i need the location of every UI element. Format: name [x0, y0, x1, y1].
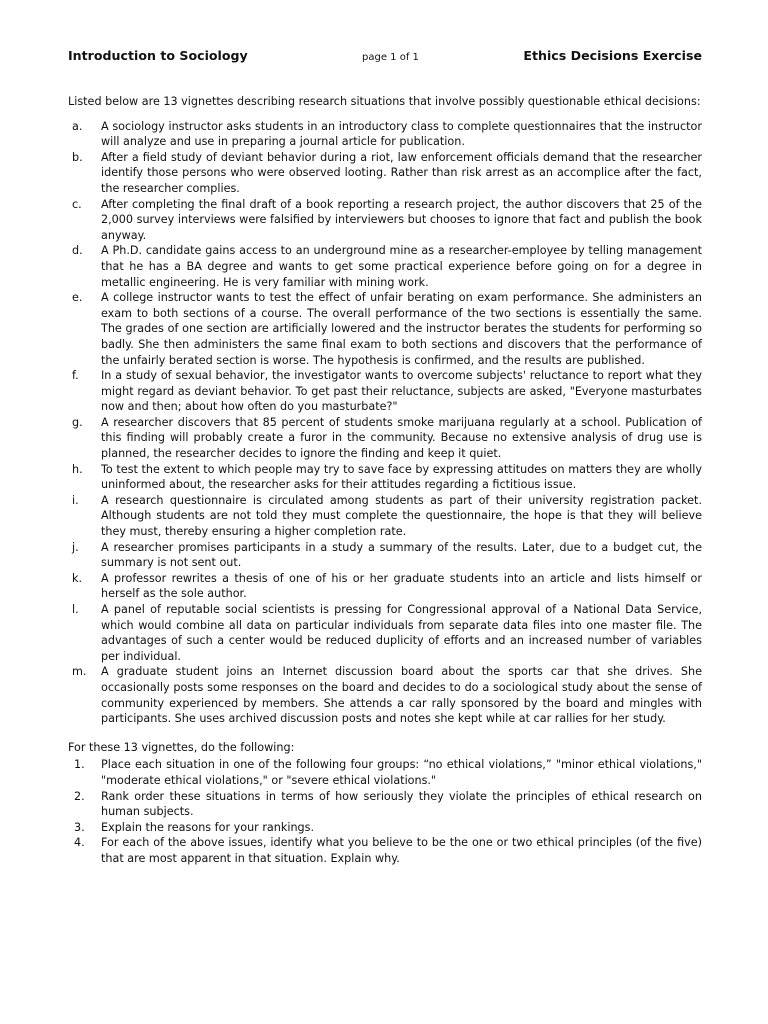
task-marker: 3.: [74, 820, 85, 834]
item-marker: j.: [72, 540, 79, 554]
vignette-item: [68, 462, 702, 493]
item-text: After completing the final draft of a book reporting a research project, the author discovers that 25 of the 2,000 survey interviews were falsified by interviewers but chooses to ignore that fact and publish the book anyway.: [101, 197, 702, 242]
task-item: [68, 789, 702, 820]
item-marker: m.: [72, 665, 87, 679]
item-marker: f.: [72, 369, 79, 383]
item-marker: a.: [72, 119, 83, 133]
vignette-item: [68, 368, 702, 415]
item-text: A research questionnaire is circulated among students as part of their university registration packet. Although students are not told they must complete the questionnaire, the hope is that they will believe they must, thereby ensuring a higher completion rate.: [101, 493, 702, 539]
item-marker: k.: [72, 571, 83, 585]
task-text: For each of the above issues, identify what you believe to be the one or two ethical principles (of the five) that are most apparent in that situation. Explain why.: [101, 836, 702, 865]
item-text: A graduate student joins an Internet discussion board about the sports car that she drives. She occasionally posts some responses on the board and decides to do a sociological study about the sense of community experienced by members. She attends a car rally sponsored by the board and mingles with participants. She uses archived discussion posts and notes she kept while at car rallies for her study.: [101, 665, 702, 726]
instructions-intro: For these 13 vignettes, do the following:: [68, 740, 295, 754]
item-text: A professor rewrites a thesis of one of his or her graduate students into an article and lists himself or herself as the sole author.: [101, 571, 702, 601]
item-marker: b.: [72, 150, 83, 164]
item-marker: l.: [72, 603, 79, 616]
course-title: Introduction to Sociology: [68, 48, 248, 63]
item-text: A college instructor wants to test the effect of unfair berating on exam performance. She administers an exam to both sections of a course. The overall performance of the two sections is essentially the same. The grades of one section are artificially lowered and the instructor berates the students for performing so badly. She then administers the same final exam to both sections and discovers that the performance of the unfairly berated section is worse. The hypothesis is confirmed, and the results are published.: [101, 291, 702, 367]
vignette-item: [68, 243, 702, 290]
item-text: A panel of reputable social scientists is pressing for Congressional approval of a National Data Service, which would combine all data on particular individuals from separate data files into one master file. The advantages of such a center would be reduced duplicity of efforts and an increased number of variables per individual.: [101, 603, 702, 663]
item-marker: c.: [72, 197, 82, 211]
item-text: In a study of sexual behavior, the investigator wants to overcome subjects' reluctance to report what they might regard as deviant behavior. To get past their reluctance, subjects are asked, "Everyone masturbates now and then; about how often do you masturbate?": [101, 369, 702, 414]
vignette-item: [68, 415, 702, 462]
task-list: [68, 757, 702, 866]
task-text: Place each situation in one of the following four groups: “no ethical violations,” "minor ethical violations," "moderate ethical violations," or "severe ethical violations.": [101, 758, 702, 787]
task-marker: 1.: [74, 758, 85, 772]
vignette-item: [68, 571, 702, 602]
item-marker: h.: [72, 462, 83, 476]
item-marker: d.: [72, 244, 83, 258]
item-marker: e.: [72, 291, 83, 305]
task-item: [68, 835, 702, 866]
item-text: A researcher promises participants in a study a summary of the results. Later, due to a budget cut, the summary is not sent out.: [101, 540, 702, 570]
vignette-item: [68, 602, 702, 664]
task-marker: 2.: [74, 789, 85, 803]
vignette-item: [68, 493, 702, 540]
vignette-item: [68, 540, 702, 571]
item-text: A researcher discovers that 85 percent of students smoke marijuana regularly at a school. Publication of this finding will probably create a furor in the community. Because no extensive analysis of drug use is planned, the researcher decides to ignore the finding and keep it quiet.: [101, 415, 702, 461]
vignette-item: [68, 150, 702, 197]
vignette-item: [68, 197, 702, 244]
item-text: A Ph.D. candidate gains access to an underground mine as a researcher-employee by telling management that he has a BA degree and wants to get some practical experience before going on for a degree in metallic engineering. He is very familiar with mining work.: [101, 244, 702, 289]
item-marker: i.: [72, 493, 79, 507]
intro-paragraph: Listed below are 13 vignettes describing research situations that involve possibly questionable ethical decisions:: [68, 95, 701, 108]
vignette-item: [68, 664, 702, 726]
task-marker: 4.: [74, 836, 85, 850]
task-text: Explain the reasons for your rankings.: [101, 820, 315, 834]
vignette-item: [68, 290, 702, 368]
task-item: [68, 820, 702, 836]
vignette-list: [68, 119, 702, 727]
page-number: page 1 of 1: [362, 52, 419, 63]
task-text: Rank order these situations in terms of how seriously they violate the principles of ethical research on human subjects.: [101, 789, 702, 819]
task-item: [68, 757, 702, 788]
page-header: [68, 48, 702, 68]
item-text: After a field study of deviant behavior during a riot, law enforcement officials demand that the researcher identify those persons who were observed looting. Rather than risk arrest as an accomplice after the fact, the researcher complies.: [101, 150, 702, 195]
item-marker: g.: [72, 415, 83, 429]
item-text: A sociology instructor asks students in an introductory class to complete questionnaires that the instructor will analyze and use in preparing a journal article for publication.: [101, 119, 702, 149]
vignette-item: [68, 119, 702, 150]
item-text: To test the extent to which people may try to save face by expressing attitudes on matters they are wholly uninformed about, the researcher asks for their attitudes regarding a fictitious issue.: [101, 462, 702, 492]
exercise-title: Ethics Decisions Exercise: [523, 48, 702, 63]
